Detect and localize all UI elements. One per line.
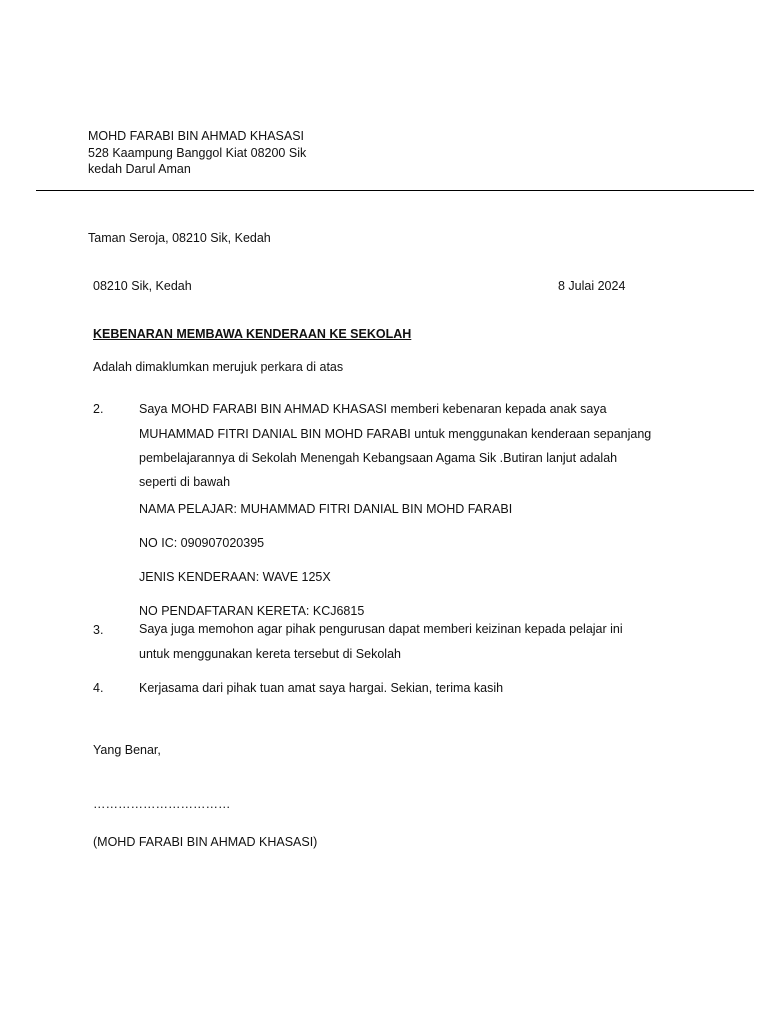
paragraph-2-line-4: seperti di bawah — [139, 475, 231, 489]
paragraph-2-line-1: Saya MOHD FARABI BIN AHMAD KHASASI memberi kebenaran kepada anak saya — [139, 402, 607, 416]
recipient-address-line1: Taman Seroja, 08210 Sik, Kedah — [88, 231, 271, 245]
paragraph-2-number: 2. — [93, 402, 104, 416]
signature-line: …………………………… — [93, 797, 231, 811]
paragraph-3-line-2: untuk menggunakan kereta tersebut di Sekolah — [139, 647, 401, 661]
paragraph-3-number: 3. — [93, 623, 104, 637]
sender-address-line2: kedah Darul Aman — [88, 162, 191, 176]
closing-salutation: Yang Benar, — [93, 743, 161, 757]
signatory-name: (MOHD FARABI BIN AHMAD KHASASI) — [93, 835, 318, 849]
sender-name: MOHD FARABI BIN AHMAD KHASASI — [88, 129, 305, 143]
letter-date: 8 Julai 2024 — [558, 279, 626, 293]
paragraph-2-line-3: pembelajarannya di Sekolah Menengah Kebangsaan Agama Sik .Butiran lanjut adalah — [139, 451, 618, 465]
subject-heading: KEBENARAN MEMBAWA KENDERAAN KE SEKOLAH — [93, 327, 412, 341]
paragraph-4-number: 4. — [93, 681, 104, 695]
header-divider — [36, 190, 754, 191]
detail-registration: NO PENDAFTARAN KERETA: KCJ6815 — [139, 604, 365, 618]
sender-address-line1: 528 Kaampung Banggol Kiat 08200 Sik — [88, 146, 307, 160]
detail-student-name: NAMA PELAJAR: MUHAMMAD FITRI DANIAL BIN MOHD FARABI — [139, 502, 513, 516]
intro-text: Adalah dimaklumkan merujuk perkara di atas — [93, 360, 344, 374]
detail-ic-number: NO IC: 090907020395 — [139, 536, 265, 550]
paragraph-3-line-1: Saya juga memohon agar pihak pengurusan dapat memberi keizinan kepada pelajar ini — [139, 622, 623, 636]
paragraph-2-line-2: MUHAMMAD FITRI DANIAL BIN MOHD FARABI untuk menggunakan kenderaan sepanjang — [139, 427, 652, 441]
detail-vehicle-type: JENIS KENDERAAN: WAVE 125X — [139, 570, 331, 584]
recipient-address-line2: 08210 Sik, Kedah — [93, 279, 192, 293]
paragraph-4-text: Kerjasama dari pihak tuan amat saya hargai. Sekian, terima kasih — [139, 681, 504, 695]
